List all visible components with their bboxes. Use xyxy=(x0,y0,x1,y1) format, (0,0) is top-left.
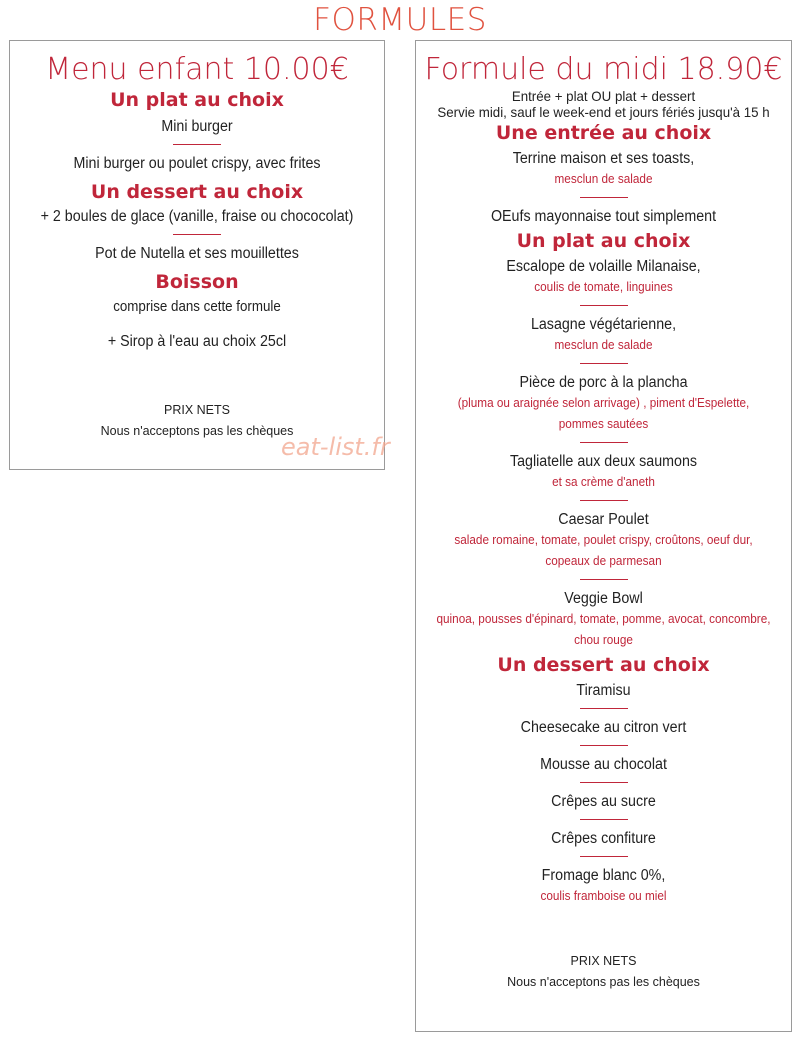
menu-item: Pièce de porc à la plancha xyxy=(519,374,688,391)
menu-item-description: mesclun de salade xyxy=(554,338,653,352)
menu-item: Crêpes au sucre xyxy=(551,793,656,810)
lunch-menu-title: Formule du midi 18.90€ xyxy=(424,52,783,87)
menu-item: Terrine maison et ses toasts, xyxy=(512,150,695,167)
footer-no-cheques: Nous n'acceptons pas les chèques xyxy=(100,424,294,438)
menu-item: Mini burger xyxy=(161,118,233,135)
lunch-conditions: Servie midi, sauf le week-end et jours fériés jusqu'à 15 h xyxy=(437,104,770,120)
lunch-section-heading: Une entrée au choix xyxy=(495,122,712,144)
menu-item: Veggie Bowl xyxy=(564,590,643,607)
menu-item: Mousse au chocolat xyxy=(540,756,667,773)
menu-item-description: coulis framboise ou miel xyxy=(540,889,667,903)
lunch-sections xyxy=(416,121,791,907)
menu-item: Escalope de volaille Milanaise, xyxy=(506,258,701,275)
menu-item: Fromage blanc 0%, xyxy=(541,867,666,884)
separator xyxy=(580,708,628,709)
menu-item-description: coulis de tomate, linguines xyxy=(534,280,673,294)
separator xyxy=(580,305,628,306)
kids-section-heading: Un plat au choix xyxy=(110,89,284,111)
separator xyxy=(580,745,628,746)
separator xyxy=(580,819,628,820)
separator xyxy=(580,442,628,443)
page-title: FORMULES xyxy=(313,2,487,38)
separator xyxy=(580,197,628,198)
kids-section-heading: Un dessert au choix xyxy=(90,181,304,203)
menu-item: Caesar Poulet xyxy=(558,511,649,528)
separator xyxy=(580,782,628,783)
menu-item: Lasagne végétarienne, xyxy=(530,316,677,333)
footer-no-cheques: Nous n'acceptons pas les chèques xyxy=(507,975,700,989)
footer-prix-nets: PRIX NETS xyxy=(570,954,637,968)
menu-item: Cheesecake au citron vert xyxy=(520,719,687,736)
menu-item: Pot de Nutella et ses mouillettes xyxy=(95,245,299,262)
footer-prix-nets: PRIX NETS xyxy=(164,403,230,417)
separator xyxy=(580,363,628,364)
lunch-intro: Entrée + plat OU plat + dessert xyxy=(511,88,696,104)
menu-item: Tiramisu xyxy=(576,682,631,699)
kids-menu-title: Menu enfant 10.00€ xyxy=(45,52,349,87)
lunch-section-heading: Un dessert au choix xyxy=(497,654,710,676)
menu-item: comprise dans cette formule xyxy=(113,299,281,315)
menu-item-description: salade romaine, tomate, poulet crispy, croûtons, oeuf dur, copeaux de parmesan xyxy=(454,533,753,568)
menu-item: + Sirop à l'eau au choix 25cl xyxy=(107,333,287,350)
menu-item: OEufs mayonnaise tout simplement xyxy=(490,208,717,225)
menu-item: + 2 boules de glace (vanille, fraise ou chococolat) xyxy=(40,208,354,225)
separator xyxy=(173,144,221,145)
menu-item-description: mesclun de salade xyxy=(554,172,653,186)
watermark-logo: eat-list.fr xyxy=(281,433,390,461)
lunch-menu-panel xyxy=(415,40,792,1032)
separator xyxy=(173,234,221,235)
kids-section-heading: Boisson xyxy=(155,271,239,293)
kids-menu-panel xyxy=(9,40,385,470)
menu-item: Crêpes confiture xyxy=(551,830,656,847)
menu-item-description: et sa crème d'aneth xyxy=(552,475,655,489)
menu-item: Mini burger ou poulet crispy, avec frites xyxy=(73,155,321,172)
separator xyxy=(580,856,628,857)
separator xyxy=(580,579,628,580)
menu-item: Tagliatelle aux deux saumons xyxy=(509,453,698,470)
menu-item-description: quinoa, pousses d'épinard, tomate, pomme, avocat, concombre, chou rouge xyxy=(436,612,771,647)
lunch-section-heading: Un plat au choix xyxy=(516,230,691,252)
menu-item-description: (pluma ou araignée selon arrivage) , piment d'Espelette, pommes sautées xyxy=(457,396,750,431)
separator xyxy=(580,500,628,501)
